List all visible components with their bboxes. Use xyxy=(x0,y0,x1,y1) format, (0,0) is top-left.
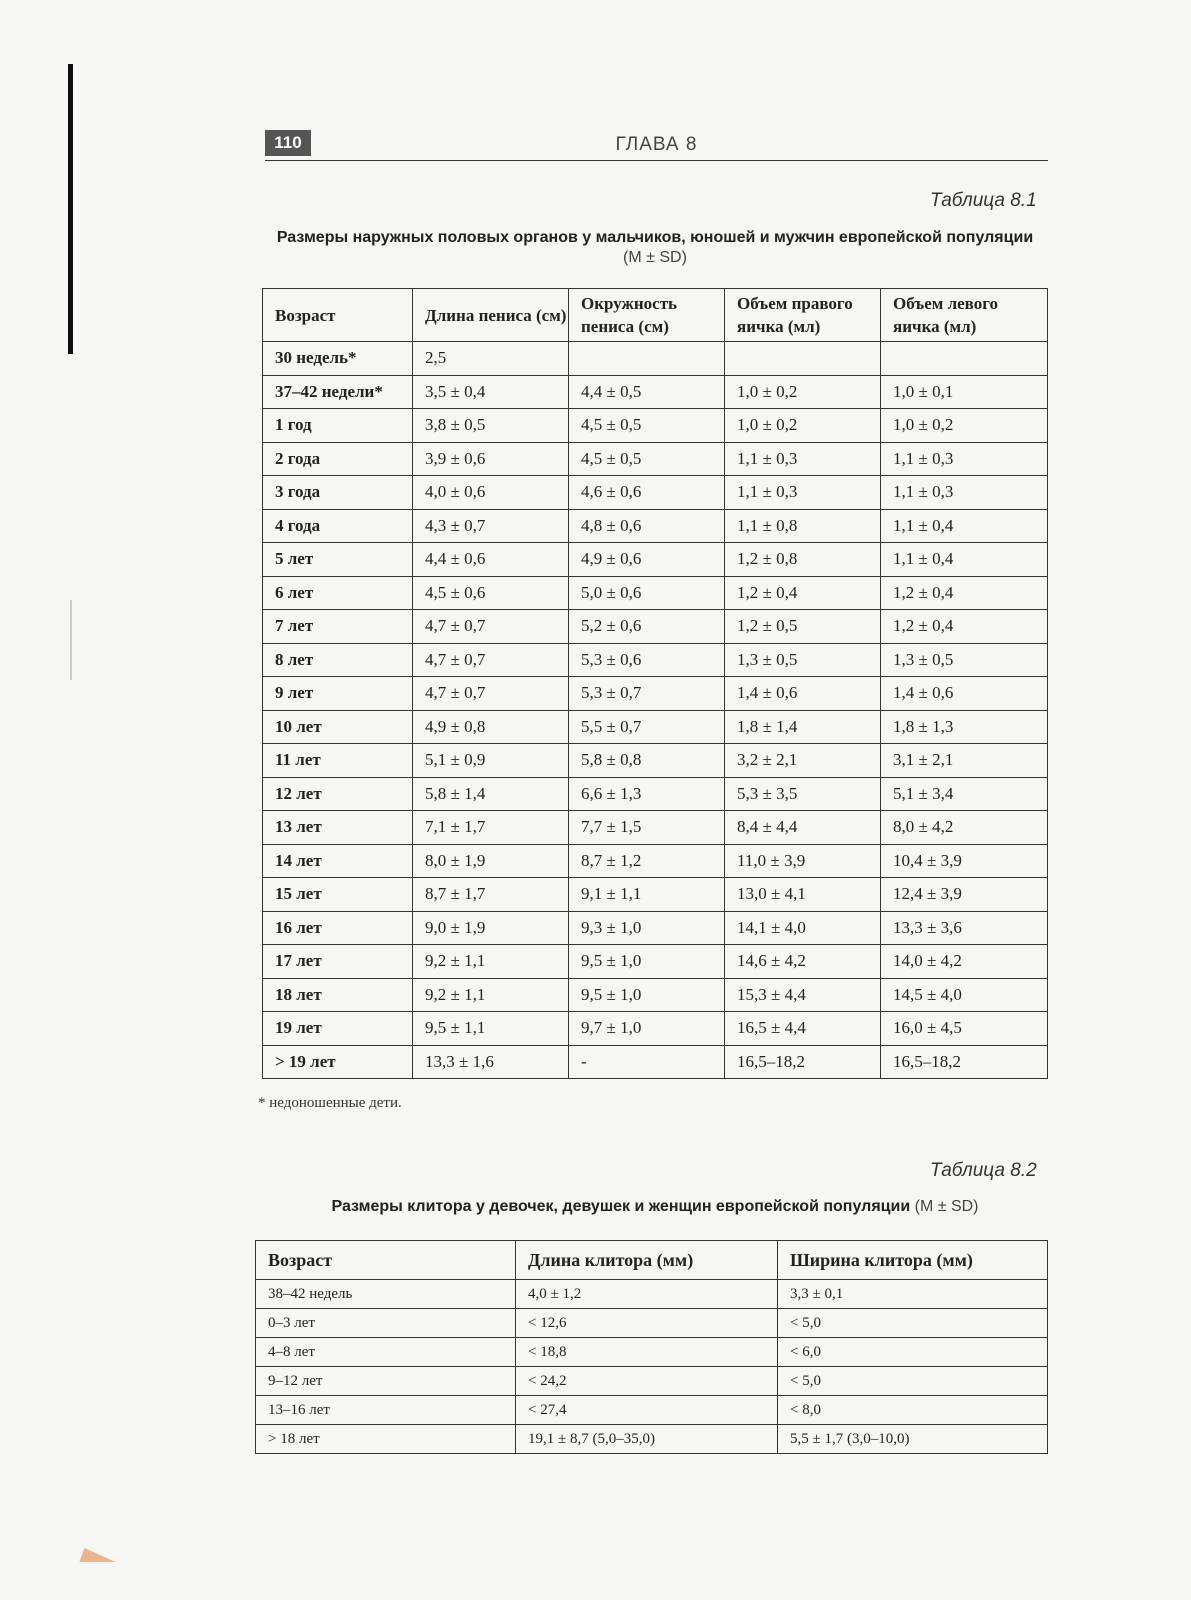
table1-value-cell: 5,8 ± 0,8 xyxy=(569,744,725,778)
table1-value-cell: 1,0 ± 0,2 xyxy=(881,409,1048,443)
table1-row xyxy=(263,945,1048,979)
table1-value-cell: 4,7 ± 0,7 xyxy=(413,677,569,711)
table1-value-cell: 7,7 ± 1,5 xyxy=(569,811,725,845)
table1-value-cell xyxy=(881,342,1048,376)
table1-value-cell: 9,2 ± 1,1 xyxy=(413,945,569,979)
table2-age-cell: 13–16 лет xyxy=(256,1396,516,1425)
table1-row xyxy=(263,911,1048,945)
table2-value-cell: < 5,0 xyxy=(778,1367,1048,1396)
table2-caption-text: Размеры клитора у девочек, девушек и женщин европейской популяции xyxy=(331,1198,911,1215)
page-header xyxy=(265,126,1048,161)
binding-edge-faint xyxy=(70,600,72,680)
table1-value-cell: 9,1 ± 1,1 xyxy=(569,878,725,912)
table1-value-cell: 9,7 ± 1,0 xyxy=(569,1012,725,1046)
table1-col-header: Возраст xyxy=(263,289,413,342)
table1-row xyxy=(263,576,1048,610)
table1-value-cell: 1,1 ± 0,3 xyxy=(881,442,1048,476)
table1-value-cell: 14,0 ± 4,2 xyxy=(881,945,1048,979)
table1-value-cell xyxy=(725,342,881,376)
table1-value-cell: 9,5 ± 1,0 xyxy=(569,945,725,979)
table1-value-cell: 16,5–18,2 xyxy=(881,1045,1048,1079)
table1-value-cell: 14,6 ± 4,2 xyxy=(725,945,881,979)
table1-value-cell: 9,3 ± 1,0 xyxy=(569,911,725,945)
table2-age-cell: 9–12 лет xyxy=(256,1367,516,1396)
table1-age-cell: 16 лет xyxy=(263,911,413,945)
chapter-title: ГЛАВА 8 xyxy=(615,134,698,155)
table1-value-cell: 6,6 ± 1,3 xyxy=(569,777,725,811)
table1-row xyxy=(263,442,1048,476)
table2-age-cell: 4–8 лет xyxy=(256,1338,516,1367)
corner-mark xyxy=(79,1548,120,1562)
table1-value-cell: 14,1 ± 4,0 xyxy=(725,911,881,945)
table2-row xyxy=(256,1425,1048,1454)
table2-col-header: Длина клитора (мм) xyxy=(516,1241,778,1280)
table1-value-cell: 3,5 ± 0,4 xyxy=(413,375,569,409)
table1-age-cell: 18 лет xyxy=(263,978,413,1012)
table1-value-cell: 1,8 ± 1,3 xyxy=(881,710,1048,744)
table1-value-cell: 3,2 ± 2,1 xyxy=(725,744,881,778)
table1-row xyxy=(263,978,1048,1012)
table1-value-cell: 4,5 ± 0,5 xyxy=(569,409,725,443)
table2-value-cell: 5,5 ± 1,7 (3,0–10,0) xyxy=(778,1425,1048,1454)
table1-value-cell: 8,0 ± 1,9 xyxy=(413,844,569,878)
table1-value-cell: 5,3 ± 0,6 xyxy=(569,643,725,677)
table1-age-cell: 3 года xyxy=(263,476,413,510)
table1-age-cell: 13 лет xyxy=(263,811,413,845)
table1-value-cell: 9,5 ± 1,0 xyxy=(569,978,725,1012)
table2-age-cell: 38–42 недель xyxy=(256,1280,516,1309)
table2-value-cell: < 6,0 xyxy=(778,1338,1048,1367)
table1-value-cell: 1,1 ± 0,4 xyxy=(881,543,1048,577)
table1-value-cell: 8,7 ± 1,2 xyxy=(569,844,725,878)
table1-value-cell: 8,4 ± 4,4 xyxy=(725,811,881,845)
table1-value-cell: 1,1 ± 0,3 xyxy=(881,476,1048,510)
table1-value-cell: 1,2 ± 0,4 xyxy=(881,576,1048,610)
table1-value-cell: 1,8 ± 1,4 xyxy=(725,710,881,744)
table1-age-cell: 1 год xyxy=(263,409,413,443)
table1-age-cell: 15 лет xyxy=(263,878,413,912)
table1-value-cell: 4,9 ± 0,8 xyxy=(413,710,569,744)
table1-value-cell: 14,5 ± 4,0 xyxy=(881,978,1048,1012)
table2-value-cell: 3,3 ± 0,1 xyxy=(778,1280,1048,1309)
table1-age-cell: 7 лет xyxy=(263,610,413,644)
table1-col-header: Окружность пениса (см) xyxy=(569,289,725,342)
table1-row xyxy=(263,811,1048,845)
table1-footnote: * недоношенные дети. xyxy=(258,1095,402,1111)
table1-value-cell: 4,8 ± 0,6 xyxy=(569,509,725,543)
table1-row xyxy=(263,409,1048,443)
table1-value-cell: 5,0 ± 0,6 xyxy=(569,576,725,610)
table2 xyxy=(255,1240,1048,1454)
table1-value-cell: 1,1 ± 0,3 xyxy=(725,442,881,476)
table1-col-header: Объем левого яичка (мл) xyxy=(881,289,1048,342)
table1-caption-line2: (M ± SD) xyxy=(623,249,687,266)
table1-value-cell: 1,0 ± 0,1 xyxy=(881,375,1048,409)
table1-value-cell: 8,0 ± 4,2 xyxy=(881,811,1048,845)
table2-label: Таблица 8.2 xyxy=(930,1160,1037,1181)
table2-row xyxy=(256,1309,1048,1338)
table1-value-cell: 1,3 ± 0,5 xyxy=(725,643,881,677)
table1-value-cell: 5,3 ± 3,5 xyxy=(725,777,881,811)
table2-row xyxy=(256,1280,1048,1309)
table1-value-cell: 13,3 ± 1,6 xyxy=(413,1045,569,1079)
table1-value-cell: 16,5–18,2 xyxy=(725,1045,881,1079)
table1-row xyxy=(263,777,1048,811)
table1-value-cell: 13,0 ± 4,1 xyxy=(725,878,881,912)
table1-value-cell: 4,7 ± 0,7 xyxy=(413,610,569,644)
table1-value-cell: 4,4 ± 0,5 xyxy=(569,375,725,409)
table1-age-cell: 5 лет xyxy=(263,543,413,577)
table2-caption-suffix: (M ± SD) xyxy=(914,1198,979,1215)
table1-value-cell: 3,8 ± 0,5 xyxy=(413,409,569,443)
table1-value-cell: 1,2 ± 0,5 xyxy=(725,610,881,644)
table1-value-cell: 1,1 ± 0,4 xyxy=(881,509,1048,543)
table1-value-cell: 3,1 ± 2,1 xyxy=(881,744,1048,778)
table1-col-header: Объем правого яичка (мл) xyxy=(725,289,881,342)
table1-value-cell: 1,0 ± 0,2 xyxy=(725,409,881,443)
table2-age-cell: 0–3 лет xyxy=(256,1309,516,1338)
table1-caption-line1: Размеры наружных половых органов у мальчиков, юношей и мужчин европейской популяции xyxy=(276,229,1034,246)
table1-value-cell: 7,1 ± 1,7 xyxy=(413,811,569,845)
table1-age-cell: 19 лет xyxy=(263,1012,413,1046)
table1-value-cell: 16,5 ± 4,4 xyxy=(725,1012,881,1046)
table1-age-cell: 4 года xyxy=(263,509,413,543)
binding-edge xyxy=(68,64,73,354)
table1-value-cell: 13,3 ± 3,6 xyxy=(881,911,1048,945)
table1-value-cell: 4,5 ± 0,6 xyxy=(413,576,569,610)
table1-caption xyxy=(255,229,1055,267)
table1-row xyxy=(263,1045,1048,1079)
table1-row xyxy=(263,375,1048,409)
table2-col-header: Ширина клитора (мм) xyxy=(778,1241,1048,1280)
table1-value-cell: 2,5 xyxy=(413,342,569,376)
table1-value-cell: 1,2 ± 0,4 xyxy=(881,610,1048,644)
table1-row xyxy=(263,710,1048,744)
table1-value-cell: 16,0 ± 4,5 xyxy=(881,1012,1048,1046)
table1-row xyxy=(263,878,1048,912)
table1-age-cell: 8 лет xyxy=(263,643,413,677)
table2-value-cell: < 5,0 xyxy=(778,1309,1048,1338)
table1-row xyxy=(263,543,1048,577)
table1-value-cell: 15,3 ± 4,4 xyxy=(725,978,881,1012)
table1-col-header: Длина пениса (см) xyxy=(413,289,569,342)
table1-header-row xyxy=(263,289,1048,342)
table1-age-cell: 10 лет xyxy=(263,710,413,744)
table1-value-cell: 1,4 ± 0,6 xyxy=(881,677,1048,711)
table1-value-cell: 10,4 ± 3,9 xyxy=(881,844,1048,878)
table1-value-cell: 5,1 ± 3,4 xyxy=(881,777,1048,811)
table1-age-cell: 14 лет xyxy=(263,844,413,878)
table2-value-cell: < 27,4 xyxy=(516,1396,778,1425)
table1-value-cell xyxy=(569,342,725,376)
table1-value-cell: 5,2 ± 0,6 xyxy=(569,610,725,644)
table1-value-cell: 1,1 ± 0,8 xyxy=(725,509,881,543)
table2-header-row xyxy=(256,1241,1048,1280)
table1-value-cell: 4,7 ± 0,7 xyxy=(413,643,569,677)
table2-value-cell: 4,0 ± 1,2 xyxy=(516,1280,778,1309)
table1-row xyxy=(263,476,1048,510)
table1-age-cell: 37–42 недели* xyxy=(263,375,413,409)
table2-value-cell: 19,1 ± 8,7 (5,0–35,0) xyxy=(516,1425,778,1454)
table1-value-cell: 1,0 ± 0,2 xyxy=(725,375,881,409)
table1-age-cell: 2 года xyxy=(263,442,413,476)
table1 xyxy=(262,288,1048,1079)
table1-value-cell: 9,0 ± 1,9 xyxy=(413,911,569,945)
table1-age-cell: 6 лет xyxy=(263,576,413,610)
table1-row xyxy=(263,342,1048,376)
table1-label: Таблица 8.1 xyxy=(930,190,1037,211)
table2-col-header: Возраст xyxy=(256,1241,516,1280)
table1-value-cell: 9,2 ± 1,1 xyxy=(413,978,569,1012)
table1-age-cell: 17 лет xyxy=(263,945,413,979)
table1-value-cell: 9,5 ± 1,1 xyxy=(413,1012,569,1046)
table2-value-cell: < 8,0 xyxy=(778,1396,1048,1425)
table1-value-cell: 1,2 ± 0,8 xyxy=(725,543,881,577)
table1-row xyxy=(263,643,1048,677)
table1-value-cell: 12,4 ± 3,9 xyxy=(881,878,1048,912)
table2-caption xyxy=(255,1198,1055,1216)
page-number: 110 xyxy=(265,130,311,156)
table1-value-cell: 1,3 ± 0,5 xyxy=(881,643,1048,677)
table1-row xyxy=(263,509,1048,543)
table1-row xyxy=(263,610,1048,644)
table1-value-cell: 4,4 ± 0,6 xyxy=(413,543,569,577)
table1-age-cell: 12 лет xyxy=(263,777,413,811)
table1-value-cell: 4,9 ± 0,6 xyxy=(569,543,725,577)
table2-row xyxy=(256,1367,1048,1396)
table1-age-cell: > 19 лет xyxy=(263,1045,413,1079)
table1-row xyxy=(263,1012,1048,1046)
table1-row xyxy=(263,744,1048,778)
table1-value-cell: 4,6 ± 0,6 xyxy=(569,476,725,510)
table1-value-cell: 5,8 ± 1,4 xyxy=(413,777,569,811)
table2-row xyxy=(256,1396,1048,1425)
table2-value-cell: < 18,8 xyxy=(516,1338,778,1367)
table1-value-cell: 8,7 ± 1,7 xyxy=(413,878,569,912)
table1-age-cell: 30 недель* xyxy=(263,342,413,376)
table2-value-cell: < 24,2 xyxy=(516,1367,778,1396)
table1-value-cell: 5,1 ± 0,9 xyxy=(413,744,569,778)
table1-row xyxy=(263,677,1048,711)
table1-value-cell: 5,5 ± 0,7 xyxy=(569,710,725,744)
table1-value-cell: 5,3 ± 0,7 xyxy=(569,677,725,711)
table2-row xyxy=(256,1338,1048,1367)
table1-value-cell: 4,0 ± 0,6 xyxy=(413,476,569,510)
table1-age-cell: 11 лет xyxy=(263,744,413,778)
table1-value-cell: 4,5 ± 0,5 xyxy=(569,442,725,476)
table1-value-cell: 4,3 ± 0,7 xyxy=(413,509,569,543)
table2-value-cell: < 12,6 xyxy=(516,1309,778,1338)
table1-row xyxy=(263,844,1048,878)
table1-value-cell: 11,0 ± 3,9 xyxy=(725,844,881,878)
table1-value-cell: 1,2 ± 0,4 xyxy=(725,576,881,610)
table1-value-cell: - xyxy=(569,1045,725,1079)
table1-value-cell: 1,4 ± 0,6 xyxy=(725,677,881,711)
table1-value-cell: 3,9 ± 0,6 xyxy=(413,442,569,476)
table2-age-cell: > 18 лет xyxy=(256,1425,516,1454)
table1-value-cell: 1,1 ± 0,3 xyxy=(725,476,881,510)
table1-age-cell: 9 лет xyxy=(263,677,413,711)
